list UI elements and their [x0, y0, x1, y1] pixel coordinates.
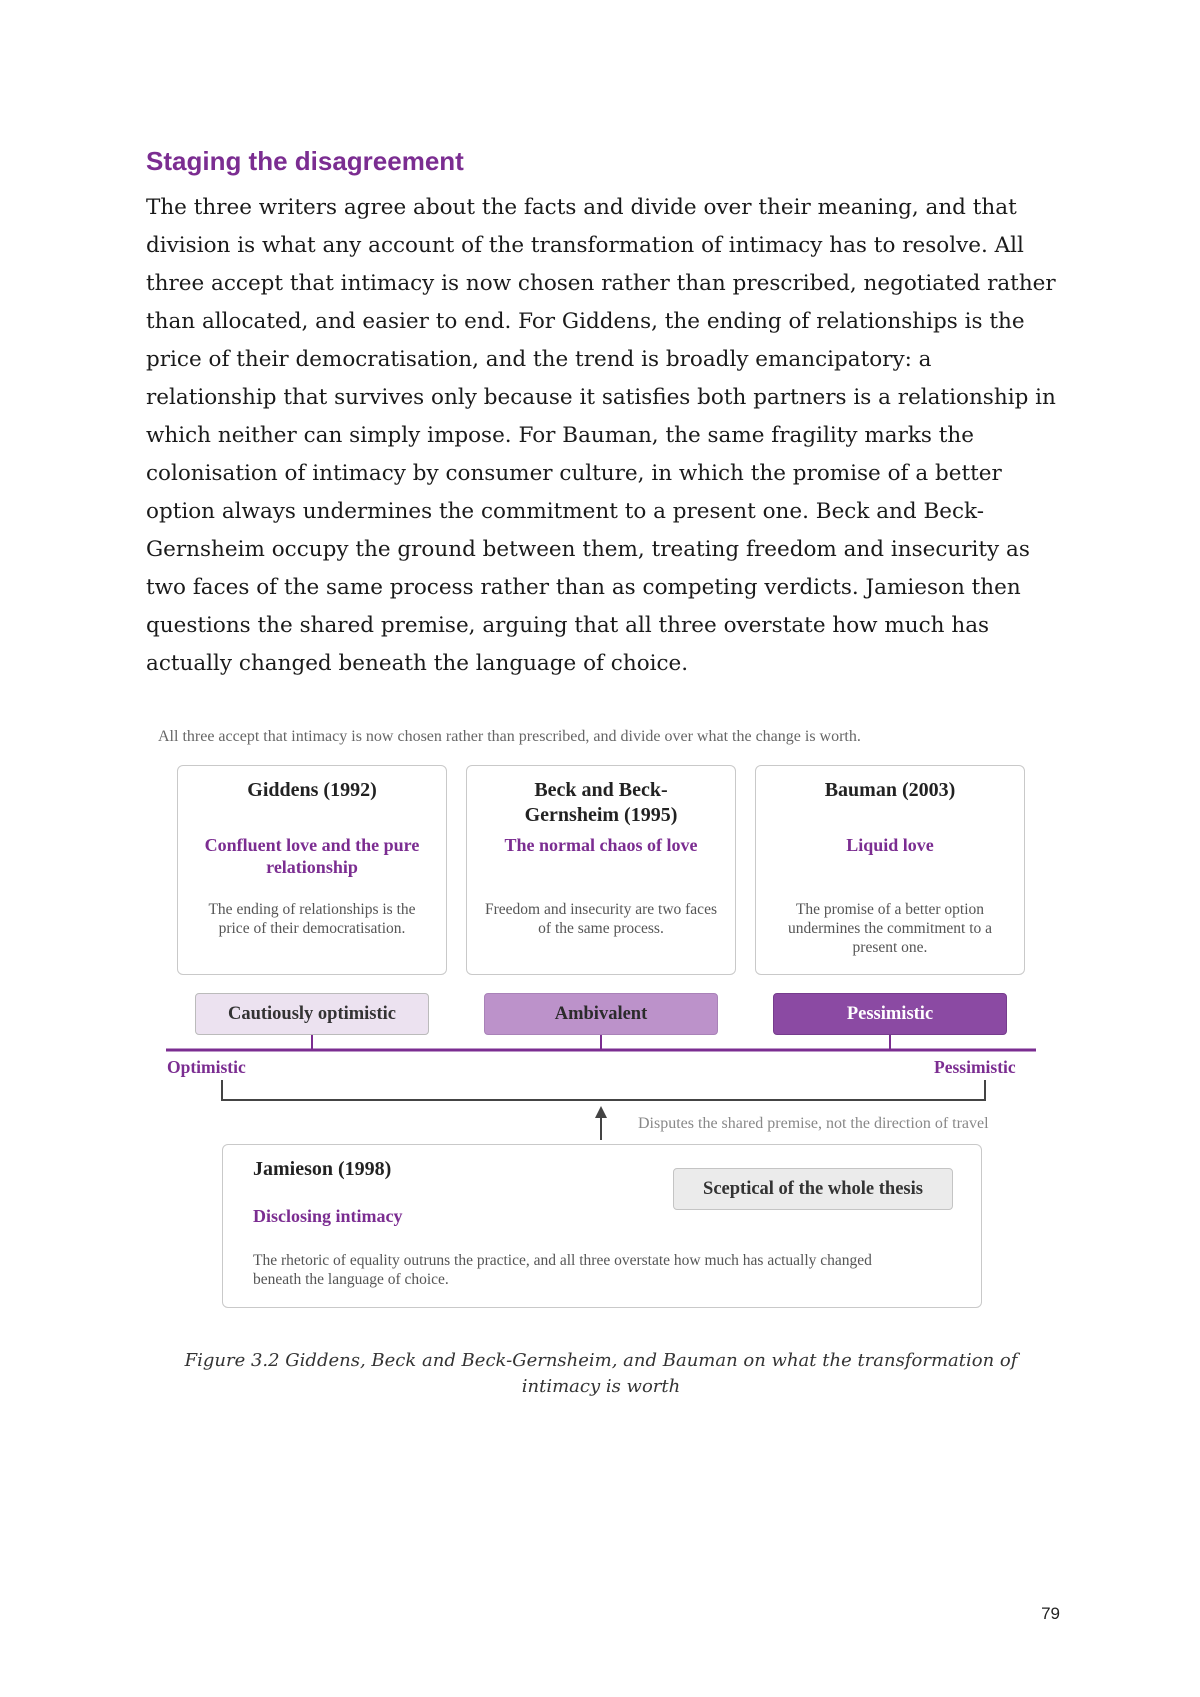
stance-badge-giddens: Cautiously optimistic	[195, 993, 429, 1035]
axis-label-right: Pessimistic	[934, 1057, 1016, 1077]
axis-label-left: Optimistic	[167, 1057, 246, 1077]
stance-badge-bauman: Pessimistic	[773, 993, 1007, 1035]
figure-caption: Figure 3.2 Giddens, Beck and Beck-Gernsheim, and Bauman on what the transformation of intimacy is worth	[184, 1350, 1018, 1397]
card-description: The rhetoric of equality outruns the practice, and all three overstate how much has actually changed beneath the language of choice.	[253, 1252, 872, 1288]
card-author: Beck and Beck-Gernsheim (1995)	[524, 779, 678, 826]
card-concept: The normal chaos of love	[504, 835, 698, 855]
card-concept: Liquid love	[846, 835, 934, 855]
arrow-note: Disputes the shared premise, not the direction of travel	[638, 1115, 989, 1132]
body-paragraph: The three writers agree about the facts and divide over their meaning, and that division is what any account of the transformation of intimacy has to resolve. All three accept that intimacy is now chosen rather than prescribed, negotiated rather than allocated, and easier to end. For Giddens, the ending of relationships is the price of their democratisation, and the trend is broadly emancipatory: a relationship that survives only because it satisfies both partners is a relationship in which neither can simply impose. For Bauman, the same fragility marks the colonisation of intimacy by consumer culture, in which the promise of a better option always undermines the commitment to a present one. Beck and Beck-Gernsheim occupy the ground between them, treating freedom and insecurity as two faces of the same process rather than as competing verdicts. Jamieson then questions the shared premise, arguing that all three overstate how much has actually changed beneath the language of choice.	[146, 195, 1056, 676]
stance-badge-jamieson: Sceptical of the whole thesis	[673, 1168, 953, 1210]
card-description: Freedom and insecurity are two faces of the same process.	[485, 901, 717, 937]
span-bracket	[222, 1080, 985, 1100]
card-description: The ending of relationships is the price of their democratisation.	[208, 901, 416, 937]
card-concept: Confluent love and the pure relationship	[204, 835, 420, 877]
stance-badge-beck: Ambivalent	[484, 993, 718, 1035]
card-jamieson	[222, 1144, 982, 1308]
page-number: 79	[1041, 1604, 1060, 1623]
card-concept: Disclosing intimacy	[253, 1206, 403, 1226]
arrow-up-icon	[595, 1106, 607, 1118]
card-author: Jamieson (1998)	[253, 1158, 392, 1180]
section-heading: Staging the disagreement	[146, 146, 464, 176]
card-author: Giddens (1992)	[247, 779, 377, 801]
card-author: Bauman (2003)	[824, 779, 956, 801]
card-description: The promise of a better option undermines the commitment to a present one.	[787, 901, 993, 956]
figure-intro: All three accept that intimacy is now chosen rather than prescribed, and divide over what the change is worth.	[158, 728, 861, 745]
